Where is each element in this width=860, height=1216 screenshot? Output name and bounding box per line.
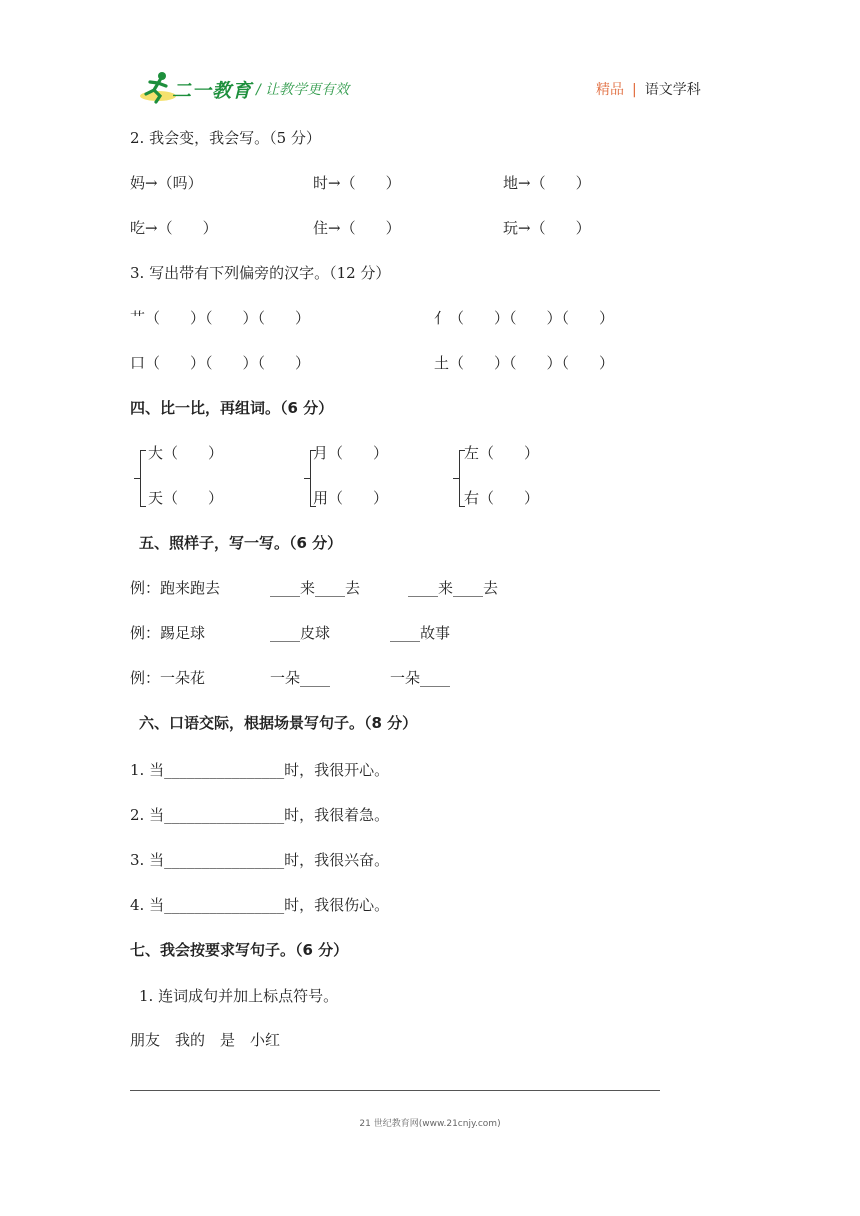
brace-line bbox=[310, 450, 311, 506]
sentence-item: 4. 当________________时，我很伤心。 bbox=[130, 896, 390, 914]
word-pair-bottom: 天（ ） bbox=[148, 489, 224, 507]
sentence-item: 1. 当________________时，我很开心。 bbox=[130, 761, 390, 779]
example-text: 例：跑来跑去 bbox=[130, 579, 221, 597]
word-pair-top: 大（ ） bbox=[148, 444, 224, 462]
q2-item: 地→（ ） bbox=[503, 174, 591, 192]
brace-middle bbox=[304, 478, 310, 479]
q2-title: 2. 我会变，我会写。（5 分） bbox=[130, 129, 321, 147]
q3-item: 土（ ）（ ）（ ） bbox=[434, 354, 615, 372]
brace-top bbox=[140, 450, 146, 451]
section-6-title: 六、口语交际，根据场景写句子。（8 分） bbox=[139, 714, 418, 732]
sentence-item: 3. 当________________时，我很兴奋。 bbox=[130, 851, 390, 869]
section-5-title: 五、照样子，写一写。（6 分） bbox=[139, 534, 343, 552]
q2-item: 住→（ ） bbox=[313, 219, 401, 237]
brace-line bbox=[459, 450, 460, 506]
q3-item: 艹（ ）（ ）（ ） bbox=[130, 309, 311, 327]
brace-bottom bbox=[140, 506, 146, 507]
example-text: 例：踢足球 bbox=[130, 624, 206, 642]
header-subject-label: 语文学科 bbox=[644, 82, 701, 98]
slogan: / 让教学更有效 bbox=[256, 82, 350, 98]
q3-item: 口（ ）（ ）（ ） bbox=[130, 354, 311, 372]
fill-blank: 一朵____ bbox=[270, 669, 331, 687]
fill-blank: ____来____去 bbox=[270, 579, 361, 597]
fill-blank: ____故事 bbox=[390, 624, 451, 642]
q2-item: 妈→（吗） bbox=[130, 174, 203, 192]
q2-item: 时→（ ） bbox=[313, 174, 401, 192]
brace-middle bbox=[453, 478, 459, 479]
header-separator: | bbox=[632, 82, 637, 98]
sub-question: 1. 连词成句并加上标点符号。 bbox=[139, 987, 339, 1005]
section-4-title: 四、比一比，再组词。（6 分） bbox=[130, 399, 334, 417]
word-list: 朋友 我的 是 小红 bbox=[130, 1031, 281, 1049]
example-text: 例：一朵花 bbox=[130, 669, 206, 687]
word-pair-top: 月（ ） bbox=[313, 444, 389, 462]
fill-blank: 一朵____ bbox=[390, 669, 451, 687]
brand-name: 二一教育 bbox=[172, 80, 253, 102]
brace-line bbox=[140, 450, 141, 506]
fill-blank: ____来____去 bbox=[408, 579, 499, 597]
footer-text: 21 世纪教育网(www.21cnjy.com) bbox=[359, 1119, 501, 1129]
word-pair-bottom: 用（ ） bbox=[313, 489, 389, 507]
word-pair-top: 左（ ） bbox=[464, 444, 540, 462]
footer-divider bbox=[130, 1090, 660, 1091]
q3-item: 亻（ ）（ ）（ ） bbox=[434, 309, 615, 327]
q2-item: 玩→（ ） bbox=[503, 219, 591, 237]
header-tag: 精品 bbox=[596, 82, 624, 98]
brace-middle bbox=[134, 478, 140, 479]
header-subject bbox=[596, 79, 701, 99]
fill-blank: ____皮球 bbox=[270, 624, 331, 642]
q3-title: 3. 写出带有下列偏旁的汉字。（12 分） bbox=[130, 264, 391, 282]
sentence-item: 2. 当________________时，我很着急。 bbox=[130, 806, 390, 824]
section-7-title: 七、我会按要求写句子。（6 分） bbox=[130, 941, 349, 959]
word-pair-bottom: 右（ ） bbox=[464, 489, 540, 507]
q2-item: 吃→（ ） bbox=[130, 219, 218, 237]
